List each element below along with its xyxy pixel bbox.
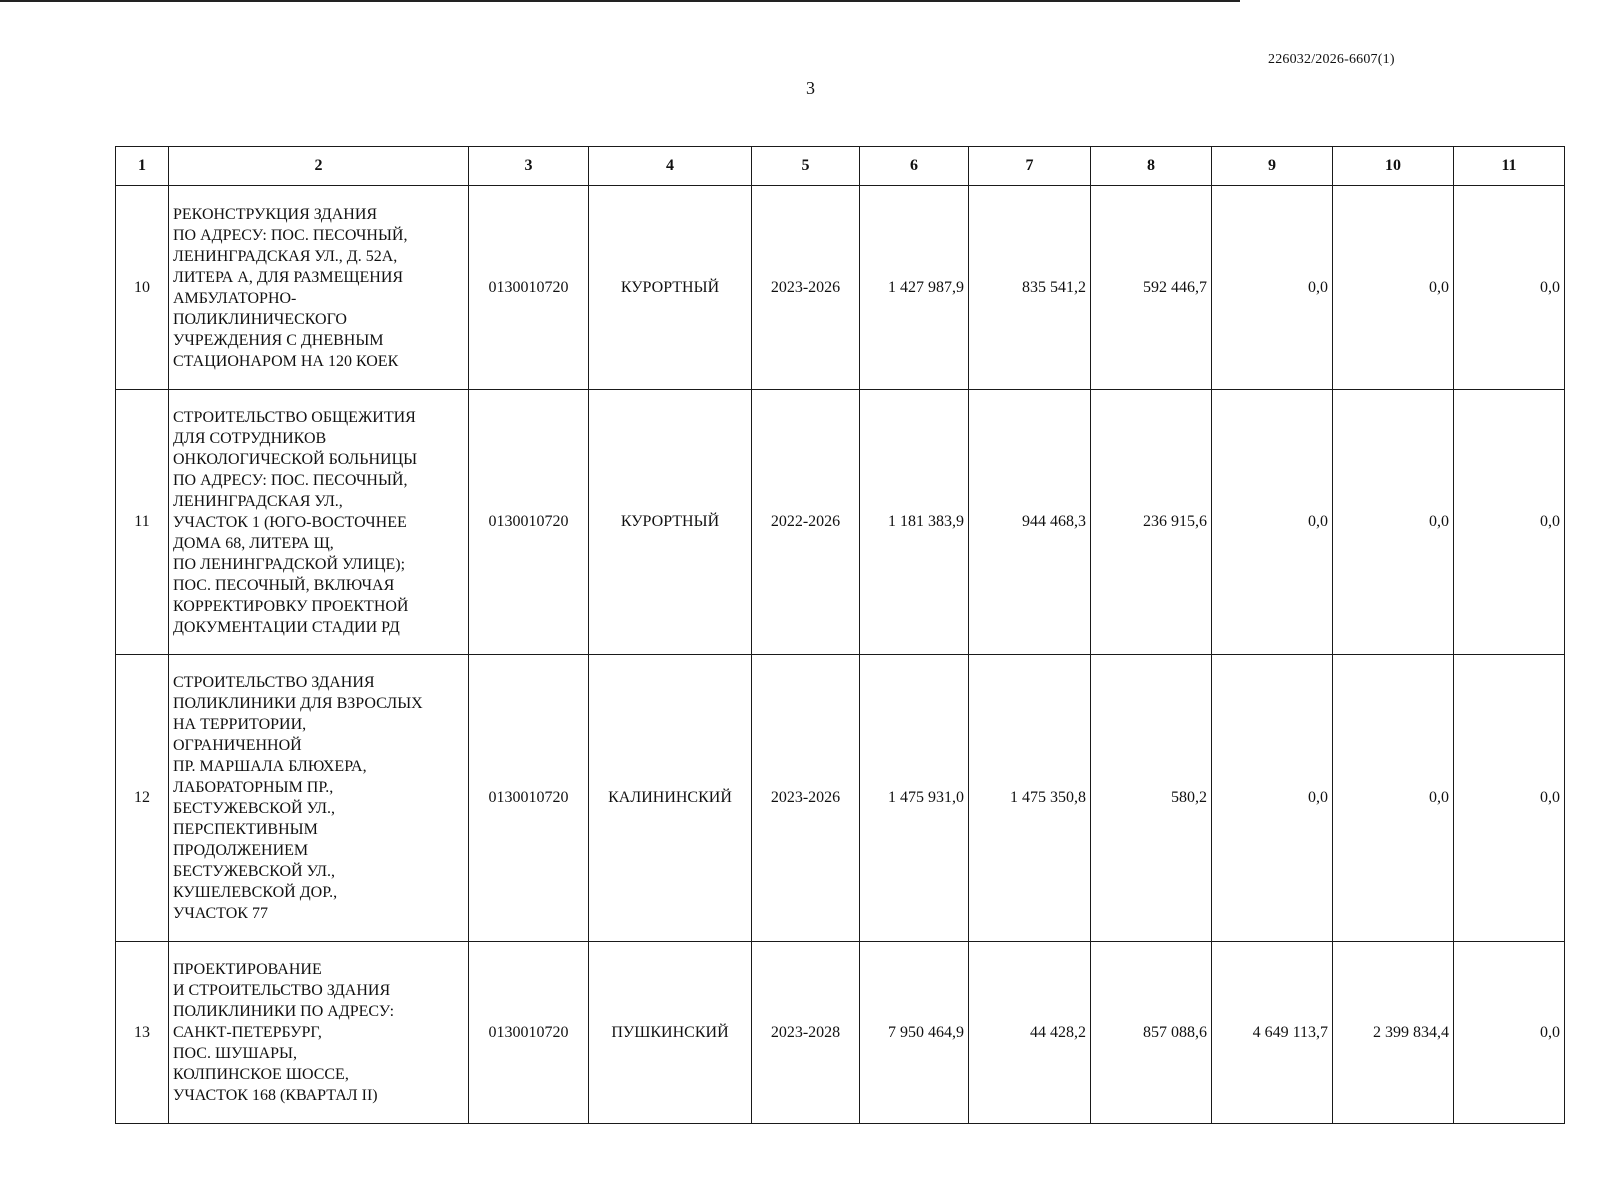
district: КУРОРТНЫЙ	[589, 390, 752, 655]
projects-table	[115, 146, 1565, 1124]
header-cell-7: 7	[969, 147, 1091, 186]
header-cell-6: 6	[860, 147, 969, 186]
district: КУРОРТНЫЙ	[589, 186, 752, 390]
object-name	[169, 390, 469, 655]
budget-code: 0130010720	[469, 942, 589, 1124]
value-col-10: 0,0	[1333, 186, 1454, 390]
table-row	[116, 655, 1565, 942]
budget-code: 0130010720	[469, 655, 589, 942]
value-col-10: 0,0	[1333, 655, 1454, 942]
value-col-6: 7 950 464,9	[860, 942, 969, 1124]
value-col-8: 236 915,6	[1091, 390, 1212, 655]
value-col-9: 0,0	[1212, 655, 1333, 942]
header-cell-1: 1	[116, 147, 169, 186]
value-col-8: 580,2	[1091, 655, 1212, 942]
value-col-10: 2 399 834,4	[1333, 942, 1454, 1124]
header-cell-5: 5	[752, 147, 860, 186]
table-row	[116, 942, 1565, 1124]
header-cell-8: 8	[1091, 147, 1212, 186]
table-header	[116, 147, 1565, 186]
row-number: 11	[116, 390, 169, 655]
value-col-6: 1 475 931,0	[860, 655, 969, 942]
value-col-6: 1 427 987,9	[860, 186, 969, 390]
period: 2022-2026	[752, 390, 860, 655]
value-col-9: 0,0	[1212, 390, 1333, 655]
object-name	[169, 655, 469, 942]
header-cell-9: 9	[1212, 147, 1333, 186]
district: КАЛИНИНСКИЙ	[589, 655, 752, 942]
value-col-7: 944 468,3	[969, 390, 1091, 655]
header-cell-10: 10	[1333, 147, 1454, 186]
object-name	[169, 186, 469, 390]
object-name-text: СТРОИТЕЛЬСТВО ОБЩЕЖИТИЯ ДЛЯ СОТРУДНИКОВ ОНКОЛОГИЧЕСКОЙ БОЛЬНИЦЫ ПО АДРЕСУ: ПОС. ПЕСОЧНЫЙ, ЛЕНИНГРАДСКАЯ УЛ., УЧАСТОК 1 (ЮГО-ВОСТОЧНЕЕ ДОМА 68, ЛИТЕРА Щ, ПО ЛЕНИНГРАДСКОЙ УЛИЦЕ); ПОС. ПЕСОЧНЫЙ, ВКЛЮЧАЯ КОРРЕКТИРОВКУ ПРОЕКТНОЙ ДОКУМЕНТАЦИИ СТАДИИ РД	[173, 408, 418, 636]
budget-code: 0130010720	[469, 186, 589, 390]
row-number: 13	[116, 942, 169, 1124]
value-col-11: 0,0	[1454, 942, 1565, 1124]
header-cell-11: 11	[1454, 147, 1565, 186]
value-col-7: 835 541,2	[969, 186, 1091, 390]
value-col-11: 0,0	[1454, 186, 1565, 390]
table-body	[116, 186, 1565, 1124]
header-cell-3: 3	[469, 147, 589, 186]
page-number: 3	[806, 78, 815, 98]
header-cell-4: 4	[589, 147, 752, 186]
row-number: 12	[116, 655, 169, 942]
value-col-7: 1 475 350,8	[969, 655, 1091, 942]
period: 2023-2026	[752, 655, 860, 942]
top-border-line	[0, 0, 1240, 2]
value-col-9: 0,0	[1212, 186, 1333, 390]
value-col-10: 0,0	[1333, 390, 1454, 655]
value-col-11: 0,0	[1454, 655, 1565, 942]
object-name-text: РЕКОНСТРУКЦИЯ ЗДАНИЯ ПО АДРЕСУ: ПОС. ПЕСОЧНЫЙ, ЛЕНИНГРАДСКАЯ УЛ., Д. 52А, ЛИТЕРА А, ДЛЯ РАЗМЕЩЕНИЯ АМБУЛАТОРНО- ПОЛИКЛИНИЧЕСКОГО УЧРЕЖДЕНИЯ С ДНЕВНЫМ СТАЦИОНАРОМ НА 120 КОЕК	[173, 205, 408, 370]
value-col-9: 4 649 113,7	[1212, 942, 1333, 1124]
district: ПУШКИНСКИЙ	[589, 942, 752, 1124]
header-row	[116, 147, 1565, 186]
object-name	[169, 942, 469, 1124]
object-name-text: ПРОЕКТИРОВАНИЕ И СТРОИТЕЛЬСТВО ЗДАНИЯ ПОЛИКЛИНИКИ ПО АДРЕСУ: САНКТ-ПЕТЕРБУРГ, ПОС. ШУШАРЫ, КОЛПИНСКОЕ ШОССЕ, УЧАСТОК 168 (КВАРТАЛ II)	[173, 961, 395, 1104]
period: 2023-2026	[752, 186, 860, 390]
value-col-8: 857 088,6	[1091, 942, 1212, 1124]
value-col-11: 0,0	[1454, 390, 1565, 655]
value-col-8: 592 446,7	[1091, 186, 1212, 390]
period: 2023-2028	[752, 942, 860, 1124]
document-registration-number: 226032/2026-6607(1)	[1268, 52, 1395, 67]
table-row	[116, 186, 1565, 390]
value-col-7: 44 428,2	[969, 942, 1091, 1124]
object-name-text: СТРОИТЕЛЬСТВО ЗДАНИЯ ПОЛИКЛИНИКИ ДЛЯ ВЗРОСЛЫХ НА ТЕРРИТОРИИ, ОГРАНИЧЕННОЙ ПР. МАРШАЛА БЛЮХЕРА, ЛАБОРАТОРНЫМ ПР., БЕСТУЖЕВСКОЙ УЛ., ПЕРСПЕКТИВНЫМ ПРОДОЛЖЕНИЕМ БЕСТУЖЕВСКОЙ УЛ., КУШЕЛЕВСКОЙ ДОР., УЧАСТОК 77	[173, 674, 423, 922]
value-col-6: 1 181 383,9	[860, 390, 969, 655]
header-cell-2: 2	[169, 147, 469, 186]
table-row	[116, 390, 1565, 655]
budget-code: 0130010720	[469, 390, 589, 655]
row-number: 10	[116, 186, 169, 390]
